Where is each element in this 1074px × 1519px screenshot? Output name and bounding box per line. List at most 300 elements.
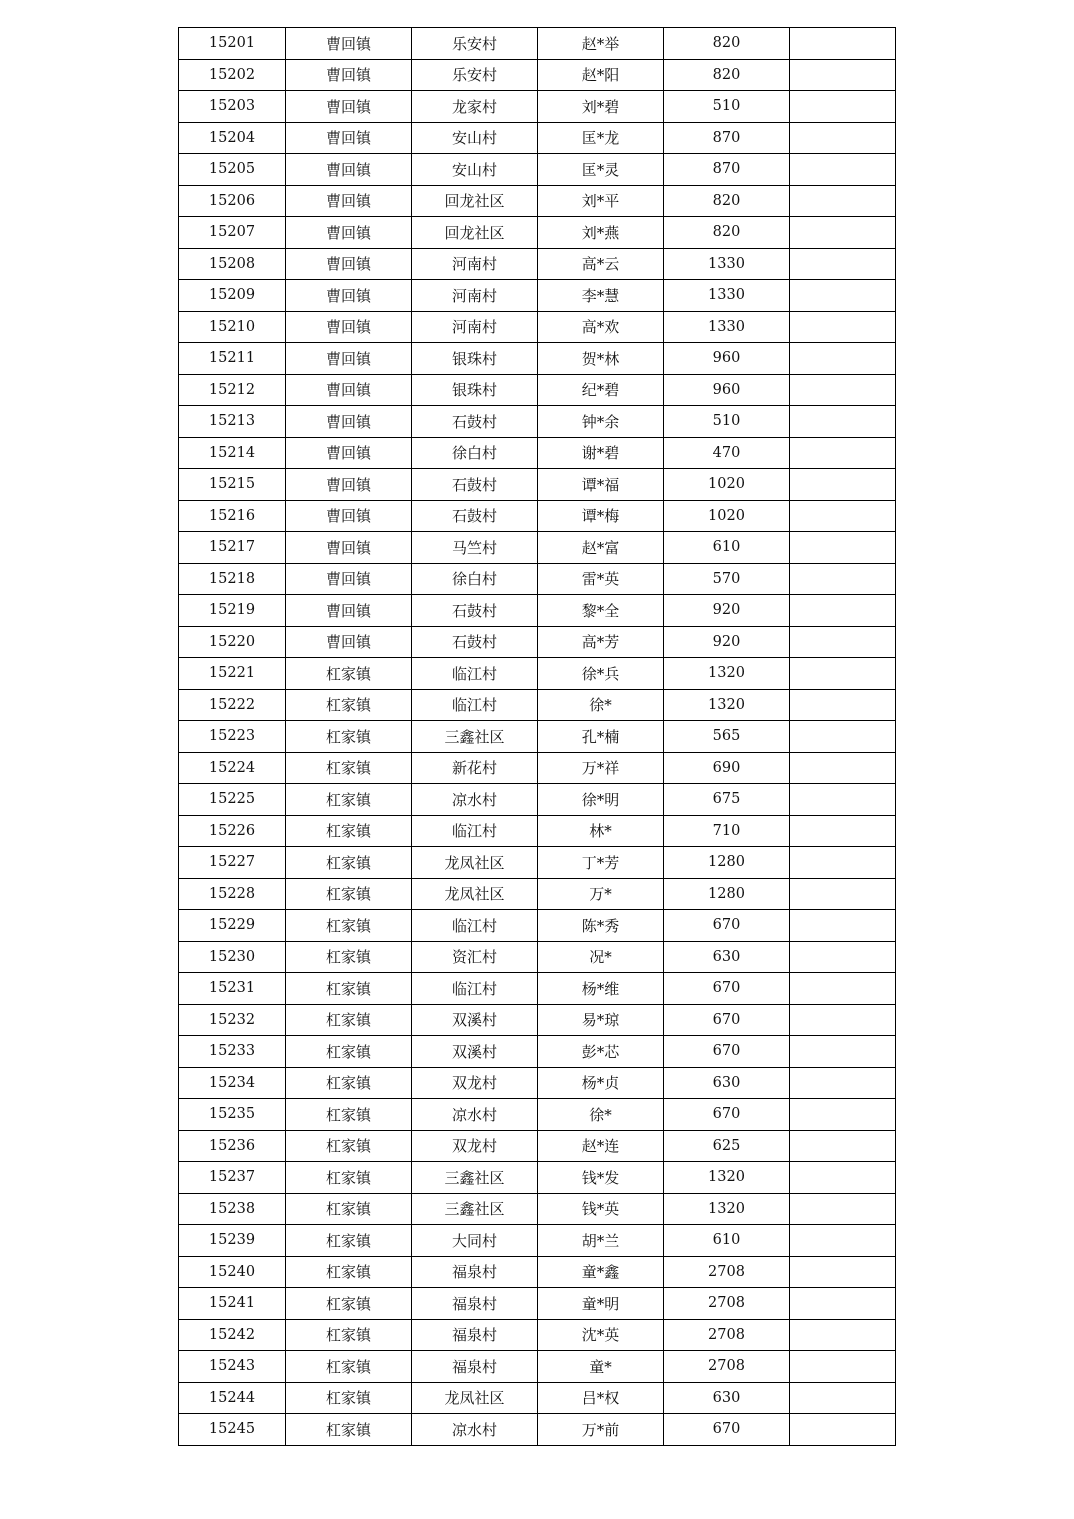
- row-number-cell: 15214: [179, 437, 286, 469]
- town-cell: 曹回镇: [286, 437, 412, 469]
- amount-cell: 565: [664, 721, 790, 753]
- amount-cell: 625: [664, 1130, 790, 1162]
- name-cell: 谭*梅: [538, 500, 664, 532]
- row-number-cell: 15204: [179, 122, 286, 154]
- name-cell: 万*祥: [538, 752, 664, 784]
- village-cell: 银珠村: [412, 343, 538, 375]
- row-number-cell: 15236: [179, 1130, 286, 1162]
- name-cell: 童*明: [538, 1288, 664, 1320]
- amount-cell: 2708: [664, 1288, 790, 1320]
- town-cell: 杠家镇: [286, 1288, 412, 1320]
- remark-cell: [790, 343, 896, 375]
- table-row: [179, 280, 896, 312]
- remark-cell: [790, 154, 896, 186]
- table-row: [179, 563, 896, 595]
- name-cell: 徐*兵: [538, 658, 664, 690]
- row-number-cell: 15210: [179, 311, 286, 343]
- name-cell: 刘*燕: [538, 217, 664, 249]
- row-number-cell: 15223: [179, 721, 286, 753]
- amount-cell: 670: [664, 1004, 790, 1036]
- village-cell: 石鼓村: [412, 500, 538, 532]
- village-cell: 临江村: [412, 973, 538, 1005]
- village-cell: 资汇村: [412, 941, 538, 973]
- amount-cell: 690: [664, 752, 790, 784]
- row-number-cell: 15207: [179, 217, 286, 249]
- village-cell: 石鼓村: [412, 406, 538, 438]
- town-cell: 杠家镇: [286, 784, 412, 816]
- row-number-cell: 15235: [179, 1099, 286, 1131]
- remark-cell: [790, 1256, 896, 1288]
- row-number-cell: 15217: [179, 532, 286, 564]
- amount-cell: 670: [664, 910, 790, 942]
- town-cell: 曹回镇: [286, 563, 412, 595]
- amount-cell: 1320: [664, 1162, 790, 1194]
- table-row: [179, 1004, 896, 1036]
- amount-cell: 510: [664, 406, 790, 438]
- town-cell: 曹回镇: [286, 532, 412, 564]
- name-cell: 童*: [538, 1351, 664, 1383]
- town-cell: 杠家镇: [286, 973, 412, 1005]
- table-row: [179, 1319, 896, 1351]
- remark-cell: [790, 406, 896, 438]
- name-cell: 陈*秀: [538, 910, 664, 942]
- amount-cell: 1280: [664, 847, 790, 879]
- amount-cell: 2708: [664, 1351, 790, 1383]
- remark-cell: [790, 878, 896, 910]
- village-cell: 安山村: [412, 154, 538, 186]
- village-cell: 凉水村: [412, 784, 538, 816]
- village-cell: 回龙社区: [412, 185, 538, 217]
- town-cell: 杠家镇: [286, 658, 412, 690]
- amount-cell: 1320: [664, 1193, 790, 1225]
- amount-cell: 510: [664, 91, 790, 123]
- remark-cell: [790, 185, 896, 217]
- town-cell: 曹回镇: [286, 406, 412, 438]
- row-number-cell: 15225: [179, 784, 286, 816]
- table-row: [179, 311, 896, 343]
- table-row: [179, 248, 896, 280]
- table-row: [179, 752, 896, 784]
- table-row: [179, 469, 896, 501]
- remark-cell: [790, 1288, 896, 1320]
- name-cell: 赵*连: [538, 1130, 664, 1162]
- town-cell: 杠家镇: [286, 847, 412, 879]
- name-cell: 赵*富: [538, 532, 664, 564]
- remark-cell: [790, 563, 896, 595]
- name-cell: 雷*英: [538, 563, 664, 595]
- row-number-cell: 15201: [179, 28, 286, 60]
- row-number-cell: 15216: [179, 500, 286, 532]
- table-row: [179, 721, 896, 753]
- town-cell: 杠家镇: [286, 1225, 412, 1257]
- town-cell: 曹回镇: [286, 311, 412, 343]
- remark-cell: [790, 500, 896, 532]
- table-row: [179, 406, 896, 438]
- name-cell: 徐*: [538, 1099, 664, 1131]
- row-number-cell: 15245: [179, 1414, 286, 1446]
- name-cell: 万*前: [538, 1414, 664, 1446]
- amount-cell: 1280: [664, 878, 790, 910]
- table-row: [179, 1382, 896, 1414]
- remark-cell: [790, 1351, 896, 1383]
- amount-cell: 1020: [664, 469, 790, 501]
- village-cell: 新花村: [412, 752, 538, 784]
- table-row: [179, 878, 896, 910]
- amount-cell: 630: [664, 1067, 790, 1099]
- name-cell: 钱*发: [538, 1162, 664, 1194]
- name-cell: 高*欢: [538, 311, 664, 343]
- town-cell: 杠家镇: [286, 910, 412, 942]
- row-number-cell: 15244: [179, 1382, 286, 1414]
- row-number-cell: 15228: [179, 878, 286, 910]
- table-row: [179, 217, 896, 249]
- table-row: [179, 185, 896, 217]
- amount-cell: 470: [664, 437, 790, 469]
- table-row: [179, 532, 896, 564]
- table-row: [179, 1225, 896, 1257]
- name-cell: 杨*贞: [538, 1067, 664, 1099]
- name-cell: 谢*碧: [538, 437, 664, 469]
- row-number-cell: 15227: [179, 847, 286, 879]
- table-row: [179, 595, 896, 627]
- row-number-cell: 15232: [179, 1004, 286, 1036]
- remark-cell: [790, 689, 896, 721]
- village-cell: 龙凤社区: [412, 847, 538, 879]
- table-row: [179, 658, 896, 690]
- remark-cell: [790, 122, 896, 154]
- amount-cell: 1020: [664, 500, 790, 532]
- table-row: [179, 122, 896, 154]
- name-cell: 钟*余: [538, 406, 664, 438]
- village-cell: 三鑫社区: [412, 721, 538, 753]
- table-row: [179, 59, 896, 91]
- name-cell: 刘*平: [538, 185, 664, 217]
- village-cell: 临江村: [412, 689, 538, 721]
- village-cell: 石鼓村: [412, 626, 538, 658]
- town-cell: 杠家镇: [286, 1351, 412, 1383]
- row-number-cell: 15218: [179, 563, 286, 595]
- row-number-cell: 15221: [179, 658, 286, 690]
- remark-cell: [790, 1193, 896, 1225]
- village-cell: 临江村: [412, 815, 538, 847]
- name-cell: 钱*英: [538, 1193, 664, 1225]
- name-cell: 匡*灵: [538, 154, 664, 186]
- table-row: [179, 91, 896, 123]
- row-number-cell: 15241: [179, 1288, 286, 1320]
- name-cell: 贺*林: [538, 343, 664, 375]
- table-row: [179, 343, 896, 375]
- remark-cell: [790, 1004, 896, 1036]
- village-cell: 临江村: [412, 658, 538, 690]
- village-cell: 安山村: [412, 122, 538, 154]
- town-cell: 曹回镇: [286, 248, 412, 280]
- table-row: [179, 689, 896, 721]
- amount-cell: 1330: [664, 248, 790, 280]
- amount-cell: 870: [664, 122, 790, 154]
- amount-cell: 960: [664, 343, 790, 375]
- village-cell: 凉水村: [412, 1099, 538, 1131]
- row-number-cell: 15220: [179, 626, 286, 658]
- name-cell: 黎*全: [538, 595, 664, 627]
- row-number-cell: 15215: [179, 469, 286, 501]
- amount-cell: 920: [664, 626, 790, 658]
- name-cell: 林*: [538, 815, 664, 847]
- remark-cell: [790, 59, 896, 91]
- amount-cell: 670: [664, 1036, 790, 1068]
- remark-cell: [790, 941, 896, 973]
- village-cell: 银珠村: [412, 374, 538, 406]
- name-cell: 童*鑫: [538, 1256, 664, 1288]
- name-cell: 孔*楠: [538, 721, 664, 753]
- remark-cell: [790, 1414, 896, 1446]
- name-cell: 沈*英: [538, 1319, 664, 1351]
- row-number-cell: 15242: [179, 1319, 286, 1351]
- amount-cell: 2708: [664, 1256, 790, 1288]
- row-number-cell: 15208: [179, 248, 286, 280]
- town-cell: 曹回镇: [286, 154, 412, 186]
- amount-cell: 670: [664, 973, 790, 1005]
- remark-cell: [790, 1162, 896, 1194]
- town-cell: 杠家镇: [286, 689, 412, 721]
- remark-cell: [790, 752, 896, 784]
- amount-cell: 610: [664, 1225, 790, 1257]
- remark-cell: [790, 721, 896, 753]
- row-number-cell: 15240: [179, 1256, 286, 1288]
- name-cell: 李*慧: [538, 280, 664, 312]
- amount-cell: 820: [664, 217, 790, 249]
- name-cell: 徐*明: [538, 784, 664, 816]
- row-number-cell: 15239: [179, 1225, 286, 1257]
- remark-cell: [790, 815, 896, 847]
- town-cell: 杠家镇: [286, 1414, 412, 1446]
- town-cell: 杠家镇: [286, 941, 412, 973]
- village-cell: 凉水村: [412, 1414, 538, 1446]
- name-cell: 匡*龙: [538, 122, 664, 154]
- name-cell: 彭*芯: [538, 1036, 664, 1068]
- table-row: [179, 1162, 896, 1194]
- row-number-cell: 15233: [179, 1036, 286, 1068]
- table-row: [179, 784, 896, 816]
- amount-cell: 960: [664, 374, 790, 406]
- village-cell: 龙家村: [412, 91, 538, 123]
- name-cell: 高*芳: [538, 626, 664, 658]
- remark-cell: [790, 1225, 896, 1257]
- village-cell: 龙凤社区: [412, 878, 538, 910]
- row-number-cell: 15237: [179, 1162, 286, 1194]
- row-number-cell: 15229: [179, 910, 286, 942]
- village-cell: 回龙社区: [412, 217, 538, 249]
- town-cell: 杠家镇: [286, 1067, 412, 1099]
- village-cell: 双龙村: [412, 1067, 538, 1099]
- amount-cell: 2708: [664, 1319, 790, 1351]
- village-cell: 三鑫社区: [412, 1193, 538, 1225]
- town-cell: 曹回镇: [286, 595, 412, 627]
- table-row: [179, 910, 896, 942]
- table-row: [179, 1067, 896, 1099]
- name-cell: 吕*权: [538, 1382, 664, 1414]
- village-cell: 双溪村: [412, 1004, 538, 1036]
- name-cell: 纪*碧: [538, 374, 664, 406]
- village-cell: 福泉村: [412, 1288, 538, 1320]
- village-cell: 双龙村: [412, 1130, 538, 1162]
- village-cell: 福泉村: [412, 1351, 538, 1383]
- town-cell: 曹回镇: [286, 59, 412, 91]
- village-cell: 河南村: [412, 280, 538, 312]
- name-cell: 赵*阳: [538, 59, 664, 91]
- row-number-cell: 15234: [179, 1067, 286, 1099]
- amount-cell: 710: [664, 815, 790, 847]
- town-cell: 杠家镇: [286, 1382, 412, 1414]
- remark-cell: [790, 658, 896, 690]
- name-cell: 易*琼: [538, 1004, 664, 1036]
- town-cell: 曹回镇: [286, 469, 412, 501]
- amount-cell: 920: [664, 595, 790, 627]
- row-number-cell: 15202: [179, 59, 286, 91]
- amount-cell: 1330: [664, 311, 790, 343]
- remark-cell: [790, 1382, 896, 1414]
- remark-cell: [790, 1130, 896, 1162]
- village-cell: 河南村: [412, 248, 538, 280]
- table-row: [179, 973, 896, 1005]
- name-cell: 赵*举: [538, 28, 664, 60]
- remark-cell: [790, 595, 896, 627]
- name-cell: 万*: [538, 878, 664, 910]
- village-cell: 福泉村: [412, 1319, 538, 1351]
- row-number-cell: 15231: [179, 973, 286, 1005]
- village-cell: 石鼓村: [412, 595, 538, 627]
- amount-cell: 610: [664, 532, 790, 564]
- amount-cell: 670: [664, 1414, 790, 1446]
- name-cell: 徐*: [538, 689, 664, 721]
- village-cell: 临江村: [412, 910, 538, 942]
- amount-cell: 675: [664, 784, 790, 816]
- remark-cell: [790, 910, 896, 942]
- town-cell: 杠家镇: [286, 1256, 412, 1288]
- table-row: [179, 941, 896, 973]
- amount-cell: 670: [664, 1099, 790, 1131]
- village-cell: 河南村: [412, 311, 538, 343]
- table-row: [179, 28, 896, 60]
- remark-cell: [790, 1036, 896, 1068]
- remark-cell: [790, 1067, 896, 1099]
- name-cell: 胡*兰: [538, 1225, 664, 1257]
- town-cell: 杠家镇: [286, 752, 412, 784]
- table-row: [179, 1414, 896, 1446]
- row-number-cell: 15219: [179, 595, 286, 627]
- table-body: [179, 28, 896, 1446]
- table-row: [179, 437, 896, 469]
- village-cell: 乐安村: [412, 28, 538, 60]
- village-cell: 徐白村: [412, 563, 538, 595]
- remark-cell: [790, 1319, 896, 1351]
- table-row: [179, 1099, 896, 1131]
- row-number-cell: 15211: [179, 343, 286, 375]
- remark-cell: [790, 91, 896, 123]
- name-cell: 谭*福: [538, 469, 664, 501]
- town-cell: 杠家镇: [286, 1130, 412, 1162]
- remark-cell: [790, 280, 896, 312]
- town-cell: 曹回镇: [286, 91, 412, 123]
- village-cell: 三鑫社区: [412, 1162, 538, 1194]
- town-cell: 曹回镇: [286, 374, 412, 406]
- name-cell: 高*云: [538, 248, 664, 280]
- row-number-cell: 15226: [179, 815, 286, 847]
- table-row: [179, 1036, 896, 1068]
- amount-cell: 630: [664, 941, 790, 973]
- amount-cell: 570: [664, 563, 790, 595]
- data-table: [178, 27, 896, 1446]
- town-cell: 杠家镇: [286, 1004, 412, 1036]
- village-cell: 乐安村: [412, 59, 538, 91]
- name-cell: 刘*碧: [538, 91, 664, 123]
- remark-cell: [790, 374, 896, 406]
- town-cell: 杠家镇: [286, 815, 412, 847]
- amount-cell: 1330: [664, 280, 790, 312]
- village-cell: 福泉村: [412, 1256, 538, 1288]
- name-cell: 丁*芳: [538, 847, 664, 879]
- row-number-cell: 15238: [179, 1193, 286, 1225]
- remark-cell: [790, 532, 896, 564]
- table-row: [179, 847, 896, 879]
- row-number-cell: 15230: [179, 941, 286, 973]
- town-cell: 曹回镇: [286, 280, 412, 312]
- remark-cell: [790, 784, 896, 816]
- town-cell: 杠家镇: [286, 721, 412, 753]
- town-cell: 杠家镇: [286, 1193, 412, 1225]
- row-number-cell: 15224: [179, 752, 286, 784]
- town-cell: 曹回镇: [286, 122, 412, 154]
- remark-cell: [790, 973, 896, 1005]
- table-row: [179, 815, 896, 847]
- row-number-cell: 15209: [179, 280, 286, 312]
- village-cell: 龙凤社区: [412, 1382, 538, 1414]
- town-cell: 曹回镇: [286, 28, 412, 60]
- row-number-cell: 15213: [179, 406, 286, 438]
- amount-cell: 820: [664, 185, 790, 217]
- table-row: [179, 1256, 896, 1288]
- row-number-cell: 15206: [179, 185, 286, 217]
- town-cell: 曹回镇: [286, 185, 412, 217]
- amount-cell: 1320: [664, 658, 790, 690]
- remark-cell: [790, 1099, 896, 1131]
- remark-cell: [790, 437, 896, 469]
- table-row: [179, 626, 896, 658]
- table-row: [179, 1288, 896, 1320]
- remark-cell: [790, 217, 896, 249]
- town-cell: 杠家镇: [286, 1099, 412, 1131]
- village-cell: 徐白村: [412, 437, 538, 469]
- amount-cell: 630: [664, 1382, 790, 1414]
- row-number-cell: 15203: [179, 91, 286, 123]
- table-row: [179, 1130, 896, 1162]
- remark-cell: [790, 248, 896, 280]
- town-cell: 曹回镇: [286, 500, 412, 532]
- table-row: [179, 154, 896, 186]
- town-cell: 杠家镇: [286, 1162, 412, 1194]
- town-cell: 曹回镇: [286, 626, 412, 658]
- amount-cell: 1320: [664, 689, 790, 721]
- remark-cell: [790, 469, 896, 501]
- name-cell: 杨*维: [538, 973, 664, 1005]
- remark-cell: [790, 847, 896, 879]
- table-row: [179, 500, 896, 532]
- remark-cell: [790, 28, 896, 60]
- village-cell: 大同村: [412, 1225, 538, 1257]
- village-cell: 马竺村: [412, 532, 538, 564]
- remark-cell: [790, 626, 896, 658]
- row-number-cell: 15243: [179, 1351, 286, 1383]
- table-row: [179, 374, 896, 406]
